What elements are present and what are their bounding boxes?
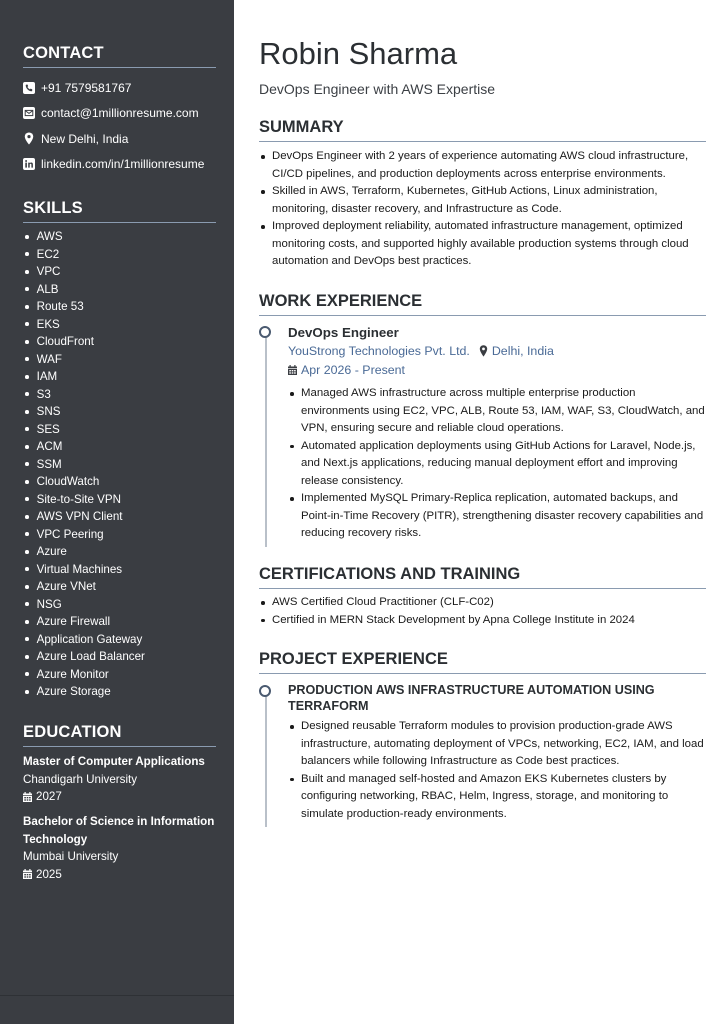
cert-item: AWS Certified Cloud Practitioner (CLF-C02) <box>259 594 706 612</box>
skill-item <box>23 333 216 351</box>
education-year <box>23 788 216 806</box>
job-dates: Apr 2026 - Present <box>301 363 406 377</box>
education-heading: EDUCATION <box>23 723 216 747</box>
bullet-dot <box>25 655 29 659</box>
skill-item <box>23 666 216 684</box>
skill-label: NSG <box>36 597 62 611</box>
education-year-text: 2027 <box>36 790 62 803</box>
bullet-dot <box>25 532 29 536</box>
skill-item <box>23 543 216 561</box>
work-item: Automated application deployments using GitHub Actions for Laravel, Node.js, and Next.js applications, reducing manual deployment effort and improving release consistency. <box>288 438 706 491</box>
bullet-dot <box>25 567 29 571</box>
candidate-title: DevOps Engineer with AWS Expertise <box>259 81 496 97</box>
skill-item <box>23 526 216 544</box>
bullet-dot <box>25 235 29 239</box>
summary-item: Skilled in AWS, Terraform, Kubernetes, GitHub Actions, Linux administration, monitoring, disaster recovery, and Infrastructure as Code. <box>259 183 706 218</box>
summary-item: Improved deployment reliability, automated infrastructure management, optimized monitoring costs, and supported highly available production systems through cloud automation and DevOps best practices. <box>259 218 706 271</box>
contact-location <box>23 126 216 152</box>
skill-item <box>23 228 216 246</box>
skill-item <box>23 648 216 666</box>
skill-label: Route 53 <box>36 300 84 313</box>
bullet-dot <box>25 462 29 466</box>
summary-item: DevOps Engineer with 2 years of experience automating AWS cloud infrastructure, CI/CD pipelines, and production deployments across enterprise environments. <box>259 148 706 183</box>
contact-linkedin-text: linkedin.com/in/1millionresume <box>41 157 205 172</box>
skill-label: Azure Storage <box>36 685 111 698</box>
sidebar <box>0 0 234 1024</box>
skill-label: WAF <box>36 352 62 366</box>
bullet-dot <box>25 602 29 606</box>
bullet-dot <box>25 672 29 676</box>
skill-label: Azure Firewall <box>36 615 111 628</box>
bullet-dot <box>25 322 29 326</box>
skill-item <box>23 683 216 701</box>
skill-item <box>23 631 216 649</box>
work-timeline-line <box>265 336 267 547</box>
skill-item <box>23 351 216 369</box>
location-icon <box>23 133 35 145</box>
job-dates-row <box>288 363 405 377</box>
skill-item <box>23 298 216 316</box>
phone-icon <box>23 82 35 94</box>
candidate-name: Robin Sharma <box>259 36 458 71</box>
skill-item <box>23 246 216 264</box>
bullet-dot <box>25 287 29 291</box>
projects-heading: PROJECT EXPERIENCE <box>259 650 706 674</box>
cert-item: Certified in MERN Stack Development by Apna College Institute in 2024 <box>259 612 706 630</box>
skill-label: IAM <box>36 370 58 383</box>
bullet-dot <box>25 585 29 589</box>
work-item: Implemented MySQL Primary-Replica replication, automated backups, and Point-in-Time Recovery (PITR), strengthening disaster recovery capabilities and reducing recovery risks. <box>288 490 706 543</box>
job-company-row <box>288 344 554 358</box>
skill-label: SSM <box>36 457 62 471</box>
contact-email-text: contact@1millionresume.com <box>41 106 199 121</box>
skill-label: AWS <box>36 230 63 243</box>
skill-item <box>23 596 216 614</box>
skill-label: SNS <box>36 405 61 418</box>
skill-label: Site-to-Site VPN <box>36 492 121 506</box>
skill-item <box>23 438 216 456</box>
skill-label: Azure VNet <box>36 580 96 593</box>
education-year-text: 2025 <box>36 867 62 881</box>
bullet-dot <box>25 252 29 256</box>
skill-item <box>23 281 216 299</box>
education-item <box>23 813 216 883</box>
contact-phone[interactable] <box>23 75 216 101</box>
project-timeline-line <box>265 696 267 827</box>
contact-heading: CONTACT <box>23 44 216 68</box>
project-item: Designed reusable Terraform modules to provision production-grade AWS infrastructure, automating deployment of VPCs, networking, EC2, IAM, and load balancers while following Infrastructure as Code best practices. <box>288 718 706 771</box>
skill-label: Azure Monitor <box>36 667 109 681</box>
contact-linkedin[interactable] <box>23 152 216 178</box>
bullet-dot <box>25 515 29 519</box>
bullet-dot <box>25 690 29 694</box>
certs-heading: CERTIFICATIONS AND TRAINING <box>259 565 706 589</box>
skill-item <box>23 491 216 509</box>
project-title: PRODUCTION AWS INFRASTRUCTURE AUTOMATION USING TERRAFORM <box>288 683 655 713</box>
skill-label: SES <box>36 422 60 436</box>
bullet-dot <box>25 305 29 309</box>
job-company: YouStrong Technologies Pvt. Ltd. <box>288 344 470 358</box>
skill-item <box>23 403 216 421</box>
bullet-dot <box>25 410 29 414</box>
email-icon <box>23 107 35 119</box>
skill-item <box>23 578 216 596</box>
calendar-icon <box>23 869 32 879</box>
skill-item <box>23 456 216 474</box>
skill-label: ACM <box>36 440 63 453</box>
skills-list <box>23 228 216 701</box>
work-item: Managed AWS infrastructure across multiple enterprise production environments using EC2, VPC, ALB, Route 53, IAM, WAF, S3, CloudWatch, and VPN, ensuring secure and reliable cloud operations. <box>288 385 706 438</box>
contact-list <box>23 75 216 177</box>
skill-item <box>23 561 216 579</box>
work-heading: WORK EXPERIENCE <box>259 292 706 316</box>
contact-phone-text: +91 7579581767 <box>41 80 132 95</box>
education-degree: Master of Computer Applications <box>23 755 205 768</box>
skill-item <box>23 473 216 491</box>
bullet-dot <box>25 550 29 554</box>
skill-label: EKS <box>36 317 60 331</box>
bullet-dot <box>25 427 29 431</box>
skill-label: S3 <box>36 387 51 401</box>
skill-item <box>23 368 216 386</box>
certs-list <box>259 594 706 629</box>
bullet-dot <box>25 270 29 274</box>
skills-heading: SKILLS <box>23 199 216 223</box>
bullet-dot <box>25 637 29 641</box>
skill-item <box>23 421 216 439</box>
skill-label: Azure Load Balancer <box>36 650 145 663</box>
bullet-dot <box>25 497 29 501</box>
skill-label: ALB <box>36 282 59 296</box>
bullet-dot <box>25 392 29 396</box>
education-degree: Bachelor of Science in Information Technology <box>23 815 215 846</box>
work-list <box>288 385 706 543</box>
skill-item <box>23 316 216 334</box>
bullet-dot <box>25 375 29 379</box>
location-icon <box>479 345 488 357</box>
bullet-dot <box>25 480 29 484</box>
bullet-dot <box>25 340 29 344</box>
skill-label: Azure <box>36 545 67 558</box>
sidebar-divider <box>0 995 234 996</box>
calendar-icon <box>23 792 32 802</box>
bullet-dot <box>25 357 29 361</box>
skill-item <box>23 263 216 281</box>
education-year <box>23 866 216 884</box>
bullet-dot <box>25 620 29 624</box>
education-item <box>23 753 216 806</box>
job-location: Delhi, India <box>491 344 554 358</box>
skill-label: AWS VPN Client <box>36 510 123 523</box>
project-item: Built and managed self-hosted and Amazon EKS Kubernetes clusters by configuring networking, RBAC, Helm, Ingress, storage, and monitoring to simulate production-ready environments. <box>288 771 706 824</box>
work-timeline-dot <box>259 326 271 338</box>
calendar-icon <box>288 365 297 375</box>
project-timeline-dot <box>259 685 271 697</box>
job-title: DevOps Engineer <box>288 325 399 340</box>
summary-list <box>259 148 706 271</box>
bullet-dot <box>25 445 29 449</box>
project-list <box>288 718 706 823</box>
skill-label: EC2 <box>36 247 60 261</box>
skill-label: CloudFront <box>36 335 94 348</box>
skill-label: Virtual Machines <box>36 562 123 576</box>
skill-label: VPC Peering <box>36 527 104 541</box>
skill-label: VPC <box>36 265 61 278</box>
summary-heading: SUMMARY <box>259 118 706 142</box>
contact-location-text: New Delhi, India <box>41 131 129 146</box>
linkedin-icon <box>23 158 35 170</box>
skill-item <box>23 613 216 631</box>
education-school: Chandigarh University <box>23 772 138 786</box>
skill-label: Application Gateway <box>36 632 143 646</box>
contact-email[interactable] <box>23 101 216 127</box>
skill-item <box>23 386 216 404</box>
education-school: Mumbai University <box>23 850 119 863</box>
skill-item <box>23 508 216 526</box>
skill-label: CloudWatch <box>36 475 100 488</box>
